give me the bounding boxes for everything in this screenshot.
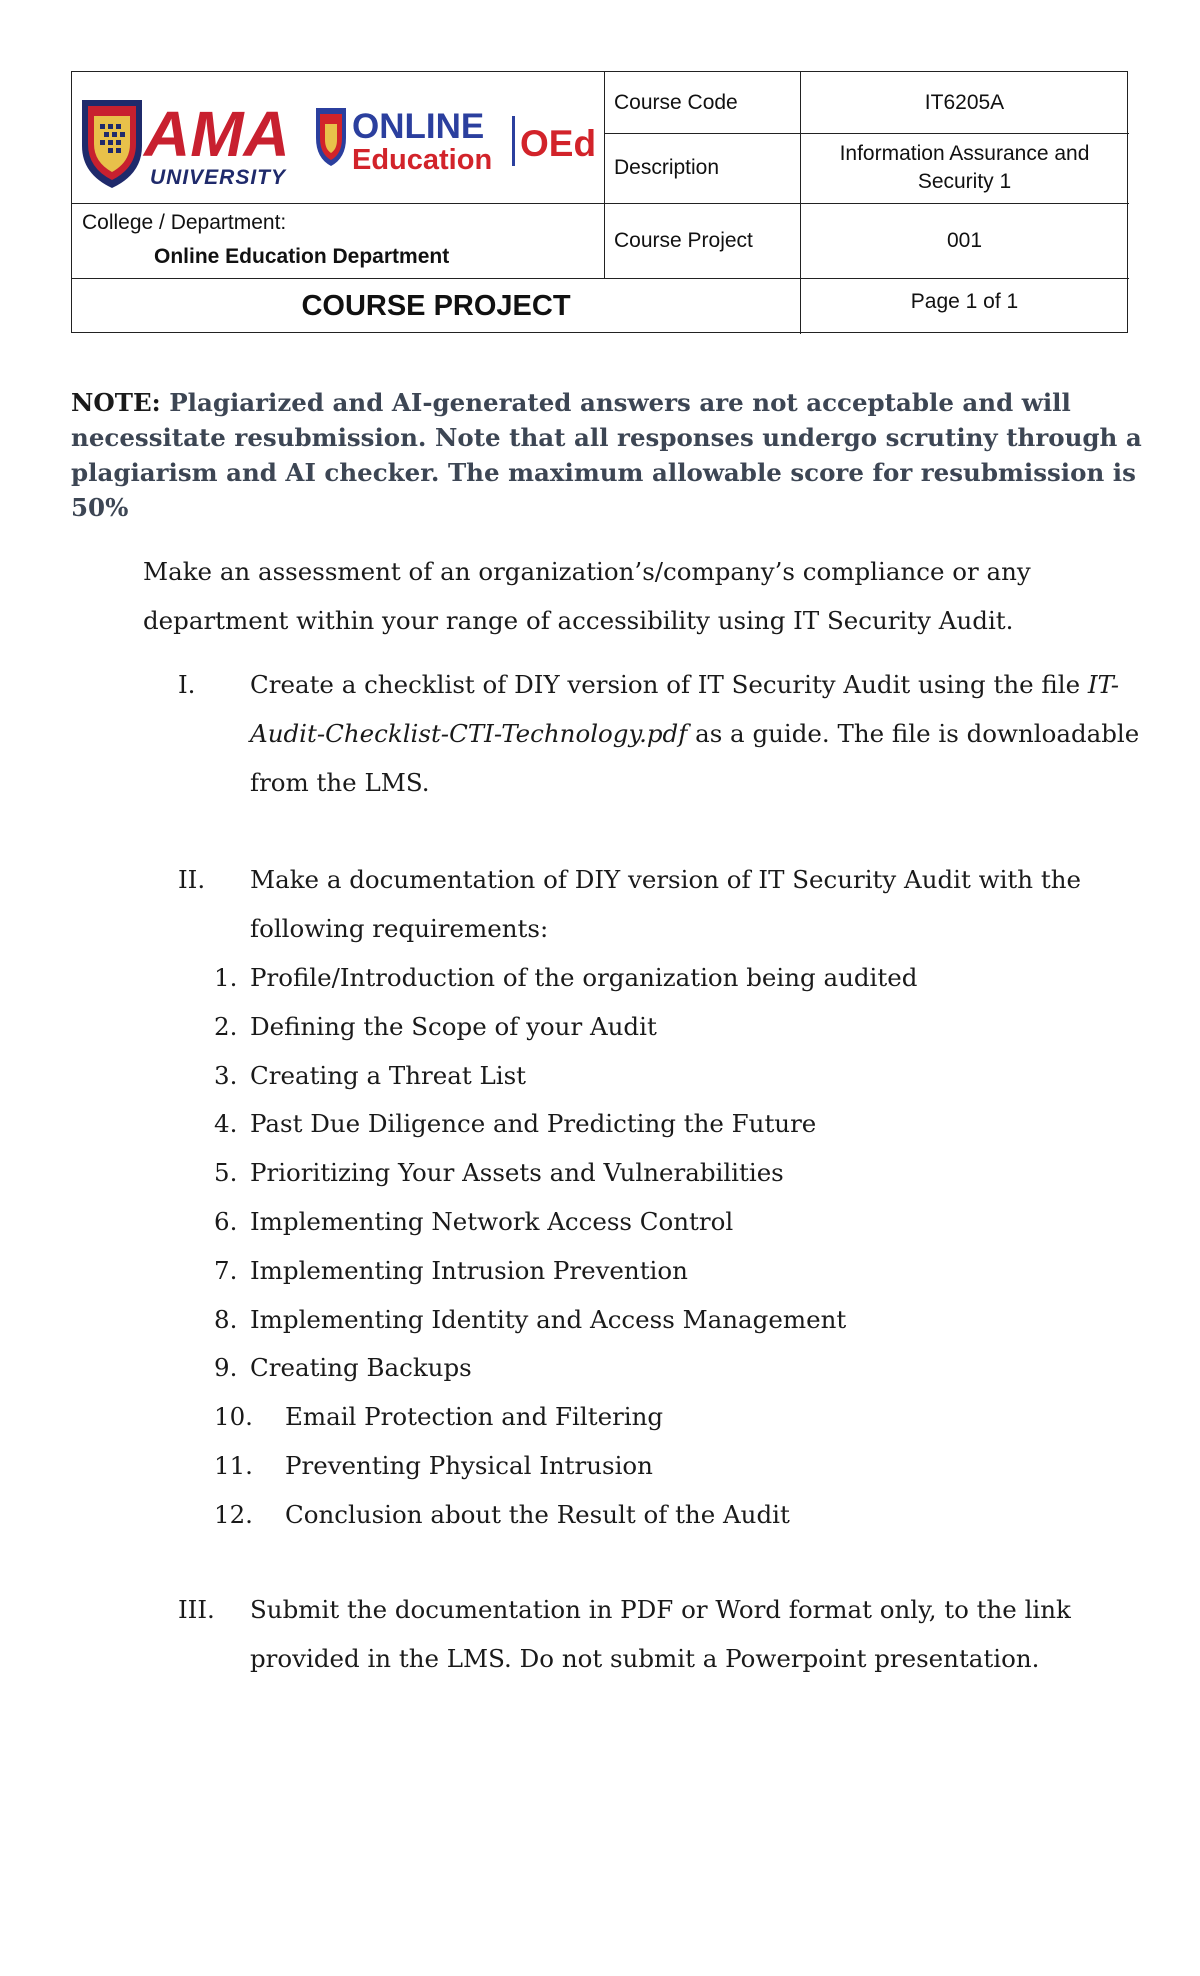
list-item-number: 7. [214,1255,238,1285]
list-item-number: 9. [214,1353,238,1383]
svg-text:ONLINE: ONLINE [352,107,485,146]
list-item-text: Implementing Identity and Access Management [250,1304,847,1334]
college-value: Online Education Department [154,245,450,268]
list-item-text: Implementing Intrusion Prevention [250,1255,688,1285]
list-item-number: 6. [214,1207,238,1236]
intro-paragraph: Make an assessment of an organization’s/company’s compliance or any department within your range of accessibility using IT Security Audit. [143,557,1031,635]
course-project-label: Course Project [614,228,753,252]
page-number: Page 1 of 1 [910,290,1019,313]
list-item-number: 1. [214,963,238,992]
course-project-value: 001 [946,228,983,252]
logo-area [80,94,600,194]
list-item-number: 5. [214,1158,238,1188]
ama-logo-icon [80,94,600,194]
section-text: Make a documentation of DIY version of IT Security Audit with the following requirements: [250,865,1081,943]
list-item-number: 4. [214,1109,238,1139]
list-item-text: Implementing Network Access Control [250,1207,734,1236]
list-item-text: Creating Backups [250,1353,472,1383]
list-item-number: 8. [214,1304,238,1334]
svg-text:AMA: AMA [144,98,290,170]
description-value: Information Assurance and Security 1 [839,142,1090,193]
course-code-label: Course Code [614,90,738,114]
college-department-cell [72,203,604,278]
list-item-text: Prioritizing Your Assets and Vulnerabilities [250,1158,784,1188]
svg-text:OEd: OEd [520,123,597,164]
list-item-text: Past Due Diligence and Predicting the Future [250,1109,817,1139]
section-number: II. [178,865,206,894]
list-item-text: Email Protection and Filtering [285,1402,664,1432]
list-item-number: 12. [214,1499,253,1529]
college-label: College / Department: [82,211,287,234]
svg-text:Education: Education [352,144,493,176]
plagiarism-note [71,385,1151,525]
checklist-filename: IT-Audit-Checklist-CTI-Technology.pdf [250,670,1119,748]
page-title: COURSE PROJECT [301,289,571,322]
note-text: Plagiarized and AI-generated answers are not acceptable and will necessitate resubmission. Note that all responses undergo scrutiny through a plagiarism and AI checker. The maximum allowable score for resubmission is 50% [71,388,1142,522]
svg-text:UNIVERSITY: UNIVERSITY [150,166,287,189]
list-item-number: 3. [214,1060,238,1090]
list-item-number: 2. [214,1011,238,1041]
list-item-text: Creating a Threat List [250,1060,526,1090]
section-number: III. [178,1595,215,1624]
course-code-value: IT6205A [924,90,1005,114]
list-item-number: 11. [214,1451,253,1480]
list-item-number: 10. [214,1402,253,1432]
list-item-text: Conclusion about the Result of the Audit [285,1499,790,1529]
section-text: Submit the documentation in PDF or Word format only, to the link provided in the LMS. Do not submit a Powerpoint presentation. [250,1595,1071,1673]
list-item-text: Preventing Physical Intrusion [285,1451,653,1480]
section-text: Create a checklist of DIY version of IT Security Audit using the file IT-Audit-Checklist-CTI-Technology.pdf as a guide. The file is downloadable from the LMS. [250,670,1140,797]
list-item-text: Profile/Introduction of the organization being audited [250,963,918,992]
description-label: Description [614,156,720,179]
note-label: NOTE: [71,388,161,417]
list-item-text: Defining the Scope of your Audit [250,1011,657,1041]
header-table [71,71,1128,333]
section-number: I. [178,670,196,699]
